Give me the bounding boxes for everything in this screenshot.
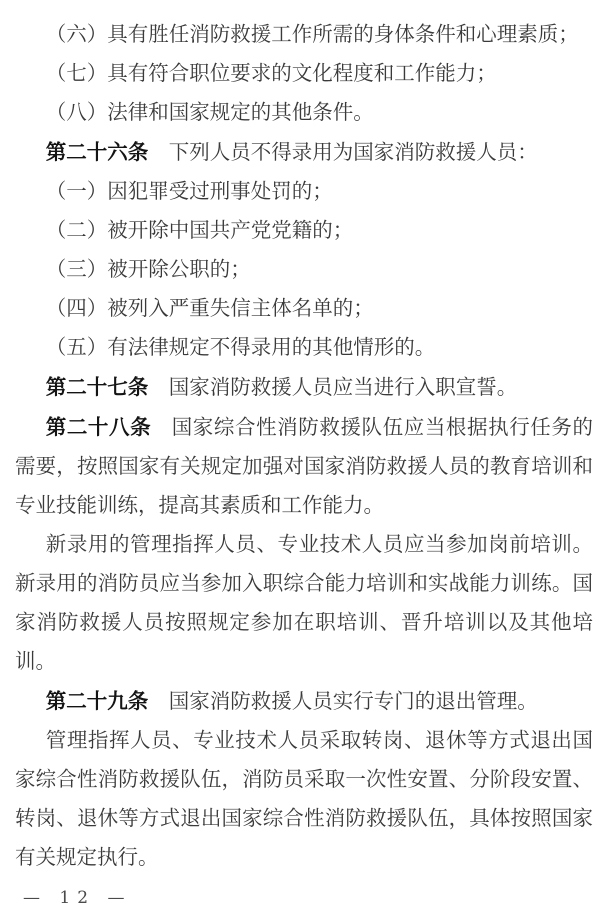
clause-item bbox=[15, 173, 593, 212]
page-number: — 12 — bbox=[23, 888, 132, 907]
clause-text: （四）被列入严重失信主体名单的； bbox=[45, 298, 374, 320]
clause-item bbox=[15, 16, 593, 55]
clause-item bbox=[15, 329, 593, 368]
article-text: 国家消防救援人员实行专门的退出管理。 bbox=[168, 691, 538, 713]
clause-item bbox=[15, 212, 593, 251]
clause-item bbox=[15, 94, 593, 133]
clause-text: （三）被开除公职的； bbox=[45, 259, 251, 281]
clause-text: （五）有法律规定不得录用的其他情形的。 bbox=[45, 337, 436, 359]
article-paragraph bbox=[15, 408, 593, 526]
clause-text: （一）因犯罪受过刑事处罚的； bbox=[45, 181, 333, 203]
article-number: 第二十九条 bbox=[45, 690, 149, 713]
article-number: 第二十七条 bbox=[45, 376, 149, 399]
clause-text: （七）具有符合职位要求的文化程度和工作能力； bbox=[45, 63, 497, 85]
clause-text: （六）具有胜任消防救援工作所需的身体条件和心理素质； bbox=[45, 24, 579, 46]
clause-item bbox=[15, 251, 593, 290]
body-text: 新录用的管理指挥人员、专业技术人员应当参加岗前培训。新录用的消防员应当参加入职综合能力培训和实战能力训练。国家消防救援人员按照规定参加在职培训、晋升培训以及其他培训。 bbox=[15, 534, 593, 673]
article-paragraph bbox=[15, 682, 593, 722]
article-paragraph bbox=[15, 133, 593, 173]
article-number: 第二十八条 bbox=[45, 416, 152, 439]
body-paragraph bbox=[15, 722, 593, 878]
clause-item bbox=[15, 290, 593, 329]
article-text: 国家综合性消防救援队伍应当根据执行任务的需要，按照国家有关规定加强对国家消防救援人员的教育培训和专业技能训练，提高其素质和工作能力。 bbox=[15, 417, 593, 517]
article-text: 下列人员不得录用为国家消防救援人员： bbox=[168, 142, 538, 164]
document-body bbox=[15, 16, 593, 878]
article-paragraph bbox=[15, 368, 593, 408]
article-number: 第二十六条 bbox=[45, 141, 149, 164]
clause-item bbox=[15, 55, 593, 94]
body-paragraph bbox=[15, 526, 593, 682]
article-text: 国家消防救援人员应当进行入职宣誓。 bbox=[168, 377, 518, 399]
body-text: 管理指挥人员、专业技术人员采取转岗、退休等方式退出国家综合性消防救援队伍，消防员采取一次性安置、分阶段安置、转岗、退休等方式退出国家综合性消防救援队伍，具体按照国家有关规定执行。 bbox=[15, 730, 593, 869]
clause-text: （二）被开除中国共产党党籍的； bbox=[45, 220, 354, 242]
clause-text: （八）法律和国家规定的其他条件。 bbox=[45, 102, 374, 124]
